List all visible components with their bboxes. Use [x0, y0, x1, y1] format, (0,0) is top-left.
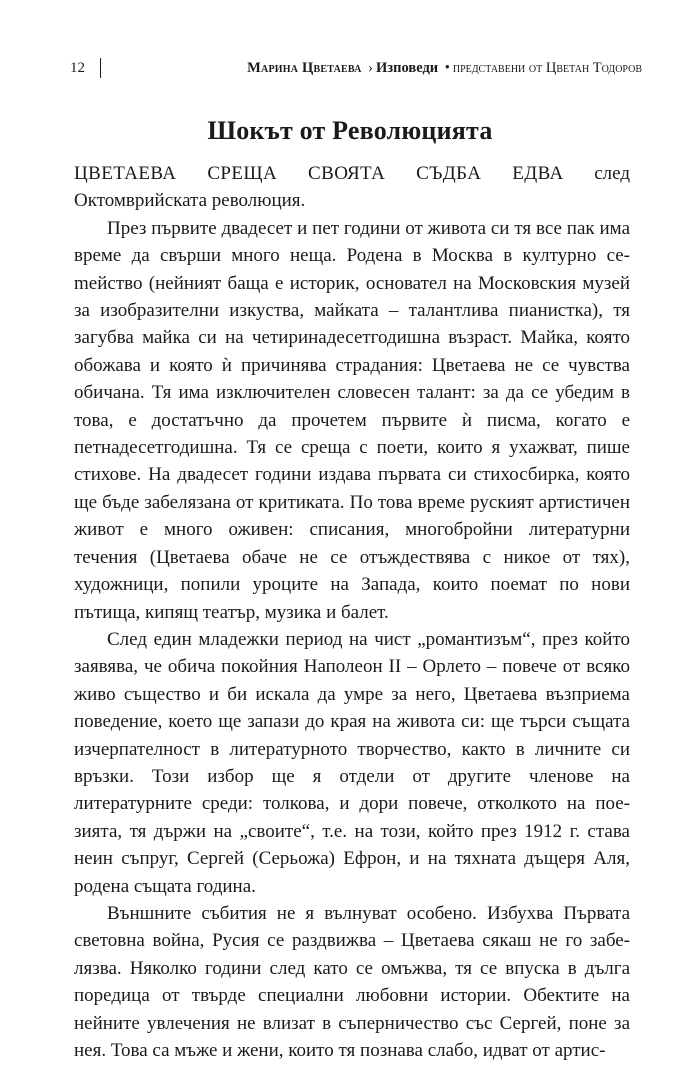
header-author: Марина Цветаева: [247, 60, 362, 76]
header-book-title: Изповеди: [376, 60, 439, 76]
header-divider: [100, 58, 101, 78]
chapter-title: Шокът от Революцията: [207, 116, 493, 146]
paragraph-1-text: след Октомврийската революция.: [74, 163, 630, 212]
body-text: [74, 160, 630, 1064]
page-number: 12: [70, 60, 85, 76]
paragraph-2: През първите двадесет и пет години от живота си тя все пак има време да свърши много неща. Родена в Москва в културно сеmейство (нейният баща е историк, основател на Московския музей за изобразителни изкуства, майката – талантлива пианистка), тя загубва майка си на четиринадесетгодишна възраст. Майка, която обожава и която ѝ причинява страдания: Цветаева не се чувства обичана. Тя има изключителен словесен талант: за да се убедим в това, е достатъчно да прочетем първите ѝ писма, когато е петнадесетгодишна. Тя се среща с поети, които я ухажват, пише стихове. На двадесет години издава първата си стихосбирка, която ще бъде забелязана от критиката. По това време руският артистичен живот е много оживен: списания, многобройни литературни течения (Цветаева обаче не се отъждествява с никое от тях), художници, попили уроците на Запада, които поемат по нови пътища, кипящ театър, музика и балет.: [74, 217, 630, 623]
header-book-info: [247, 56, 642, 80]
paragraph-1: [74, 160, 630, 215]
header-credit: представени от Цветан Тодоров: [452, 60, 642, 76]
paragraph-lead-in: ЦВЕТАЕВА СРЕЩА СВОЯТА СЪДБА ЕДВА: [74, 163, 564, 184]
running-header: [70, 56, 642, 80]
paragraph-4: Външните събития не я вълнуват особено. Избухва Първата световна война, Русия се раздвижва – Цветаева сякаш не го забелязва. Няколко години след като се омъжва, тя се впуска в дълга поредица от твърде специални любовни истории. Обектите на нейните увлечения не влизат в съперничество със Сергей, поне за нея. Това са мъже и жени, които тя познава слабо, идват от артис-: [74, 902, 630, 1061]
paragraph-3: След един младежки период на чист „романтизъм“, през който заявява, че обича покойния Наполеон II – Орлето – повече от всяко живо същество и би искала да умре за него, Цветаева възприема поведение, което ще запази до края на живота си: ще търси същата изчерпателност в литературното творчество, както в личните си връзки. Този избор ще я отдели от другите членове на литературните среди: толкова, и дори повече, отколкото на поезията, тя държи на „своите“, т.е. на този, който през 1912 г. става неин съпруг, Сергей (Серьожа) Ефрон, и на тяхната дъщеря Аля, родена същата година.: [74, 628, 630, 897]
header-arrow: ›: [368, 60, 374, 76]
header-bullet: •: [444, 60, 450, 76]
